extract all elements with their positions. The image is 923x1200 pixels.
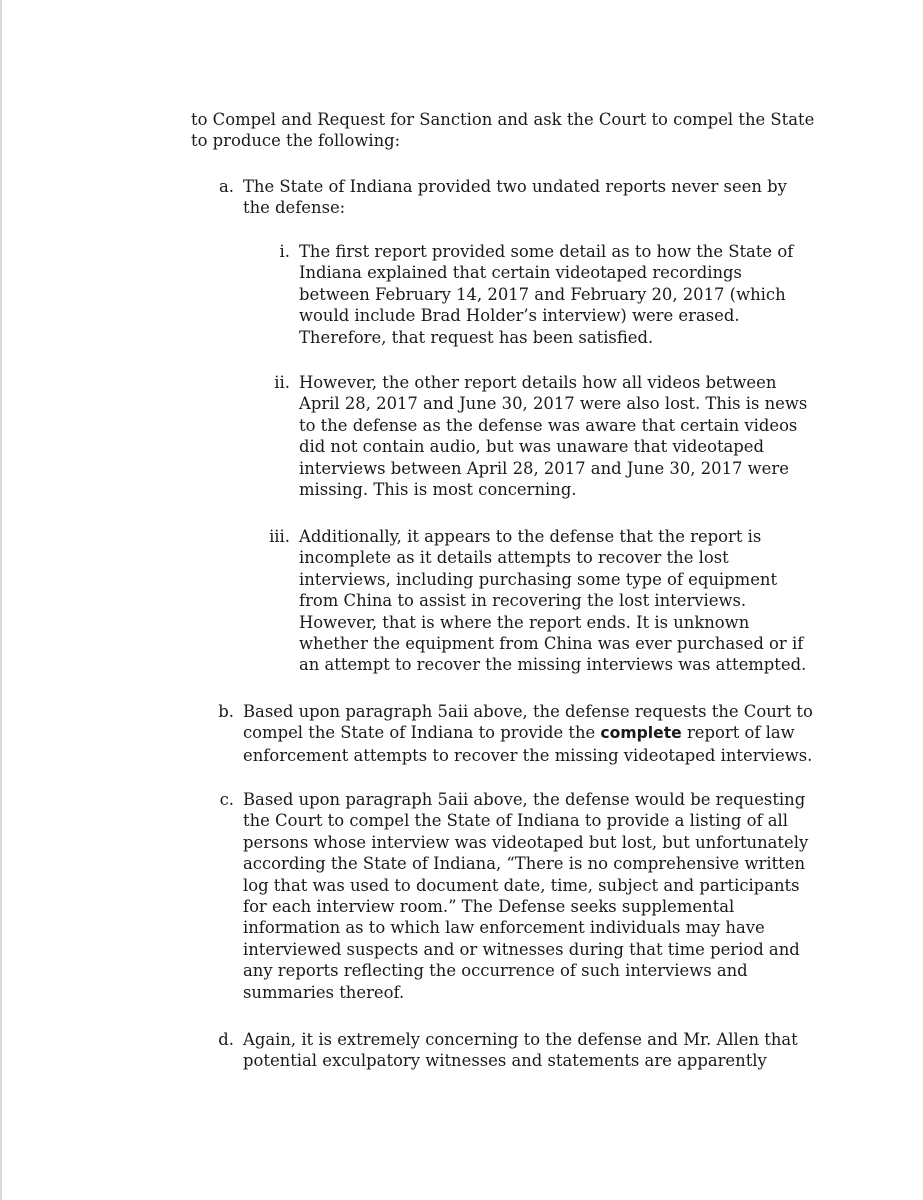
page-edge-shadow — [0, 0, 2, 1200]
item-iii-line: interviews, including purchasing some type of equipment — [299, 569, 778, 589]
item-ii-marker: ii. — [274, 373, 290, 392]
item-c-line: according the State of Indiana, “There is no comprehensive written — [243, 854, 805, 874]
item-iii-line: an attempt to recover the missing interviews was attempted. — [299, 655, 807, 675]
item-iii-line: whether the equipment from China was ever purchased or if — [299, 634, 804, 654]
intro-line: to produce the following: — [191, 131, 401, 151]
intro-line: to Compel and Request for Sanction and ask the Court to compel the State — [191, 110, 815, 129]
item-c-line: any reports reflecting the occurrence of such interviews and — [243, 961, 748, 981]
item-a-line: the defense: — [243, 198, 346, 218]
item-iii-line: from China to assist in recovering the lost interviews. — [299, 591, 747, 611]
item-c-line: the Court to compel the State of Indiana to provide a listing of all — [243, 811, 789, 831]
intro-paragraph — [191, 109, 831, 152]
item-a-marker: a. — [219, 177, 234, 196]
item-d-text — [243, 1029, 823, 1072]
item-b-line: Based upon paragraph 5aii above, the defense requests the Court to — [243, 702, 813, 721]
item-c-line: log that was used to document date, time, subject and participants — [243, 875, 800, 895]
item-b-emphasis: complete — [600, 724, 682, 743]
item-a-text — [243, 176, 823, 219]
item-c-marker: c. — [219, 790, 234, 809]
item-i-marker: i. — [279, 242, 290, 261]
item-ii-line: April 28, 2017 and June 30, 2017 were also lost. This is news — [299, 394, 808, 414]
item-b-marker: b. — [218, 702, 234, 721]
item-b-line-end: report of law — [681, 723, 795, 743]
item-c-line: information as to which law enforcement individuals may have — [243, 918, 765, 938]
item-i-text — [299, 241, 819, 348]
item-i-line: Therefore, that request has been satisfied. — [299, 327, 654, 347]
item-iii-text — [299, 526, 819, 676]
item-iii-line: incomplete as it details attempts to recover the lost — [299, 548, 729, 568]
item-d-line: potential exculpatory witnesses and statements are apparently — [243, 1051, 767, 1071]
item-c-line: for each interview room.” The Defense seeks supplemental — [243, 897, 735, 917]
item-i-line: The first report provided some detail as to how the State of — [299, 242, 794, 261]
item-c-line: Based upon paragraph 5aii above, the defense would be requesting — [243, 790, 806, 809]
item-ii-line: interviews between April 28, 2017 and June 30, 2017 were — [299, 458, 789, 478]
item-ii-line: to the defense as the defense was aware that certain videos — [299, 415, 798, 435]
item-i-line: would include Brad Holder’s interview) were erased. — [299, 306, 740, 326]
item-ii-line: missing. This is most concerning. — [299, 480, 577, 500]
item-a-line: The State of Indiana provided two undated reports never seen by — [243, 177, 787, 196]
item-ii-line: However, the other report details how all videos between — [299, 373, 777, 392]
item-d-marker: d. — [218, 1030, 234, 1049]
item-b-line-start: compel the State of Indiana to provide the — [243, 723, 601, 743]
item-iii-line: Additionally, it appears to the defense that the report is — [299, 527, 762, 546]
item-i-line: between February 14, 2017 and February 20, 2017 (which — [299, 284, 786, 304]
item-c-line: summaries thereof. — [243, 982, 405, 1002]
item-b-text — [243, 701, 823, 766]
item-c-line: interviewed suspects and or witnesses during that time period and — [243, 939, 800, 959]
item-c-line: persons whose interview was videotaped but lost, but unfortunately — [243, 832, 809, 852]
item-ii-text — [299, 372, 819, 500]
item-b-line: enforcement attempts to recover the missing videotaped interviews. — [243, 745, 813, 765]
item-c-text — [243, 789, 823, 1003]
item-d-line: Again, it is extremely concerning to the defense and Mr. Allen that — [243, 1030, 798, 1049]
item-ii-line: did not contain audio, but was unaware that videotaped — [299, 437, 764, 457]
item-iii-line: However, that is where the report ends. It is unknown — [299, 612, 750, 632]
item-i-line: Indiana explained that certain videotaped recordings — [299, 263, 742, 283]
item-b-line — [243, 722, 823, 744]
item-iii-marker: iii. — [269, 527, 290, 546]
